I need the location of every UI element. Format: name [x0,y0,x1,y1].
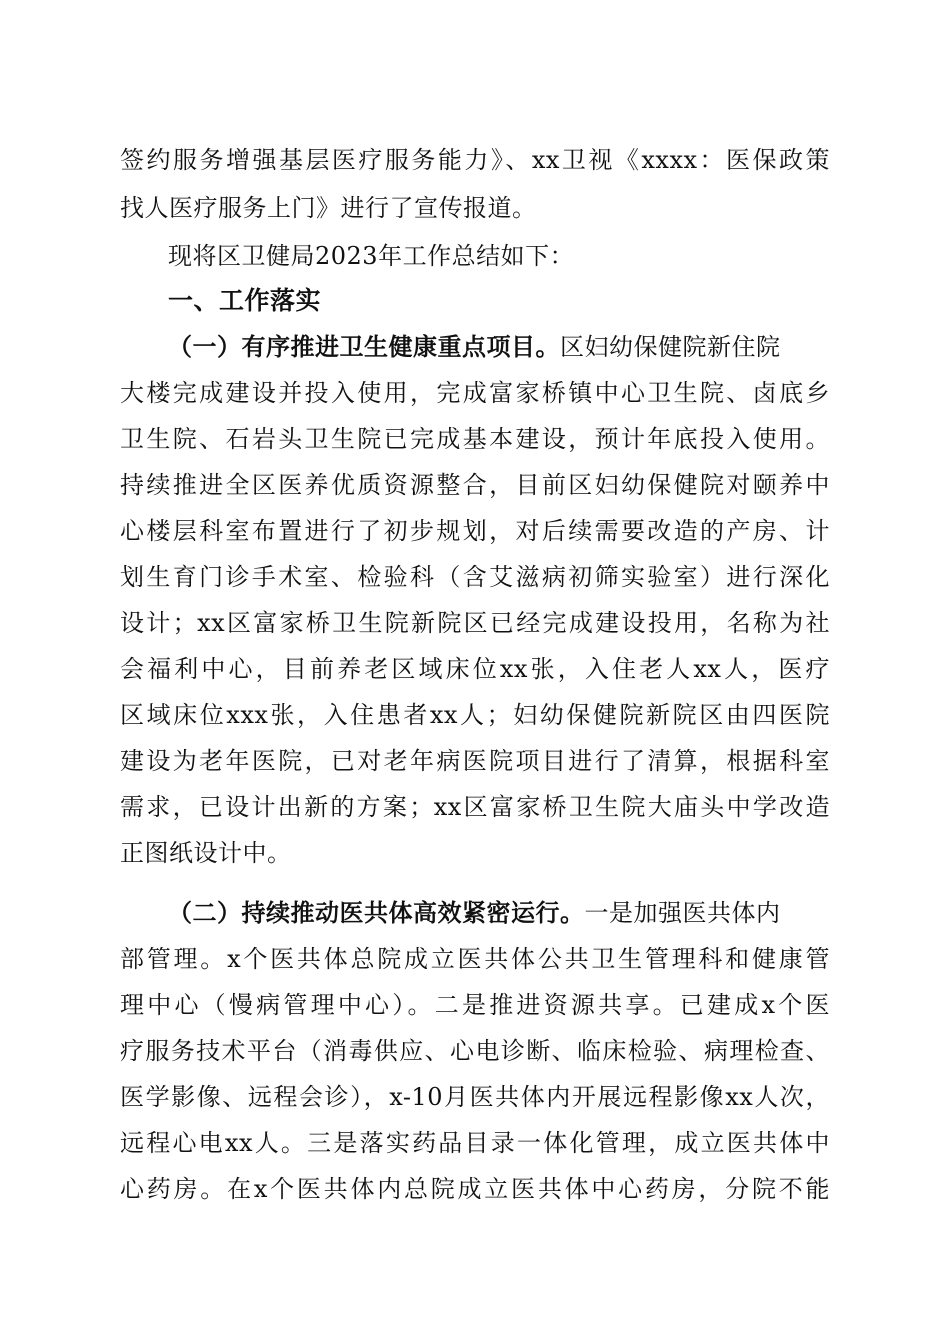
text-line: 需求，已设计出新的方案；xx区富家桥卫生院大庙头中学改造 [120,793,830,821]
text-run: 一是加强医共体内 [584,899,781,927]
paragraph-first-line [168,325,830,369]
text-line: 建设为老年医院，已对老年病医院项目进行了清算，根据科室 [120,747,830,775]
text-line: 正图纸设计中。 [120,839,292,867]
text-run: 区妇幼保健院新住院 [560,333,781,361]
paragraph-first-line [168,891,830,935]
text-line: 远程心电xx人。三是落实药品目录一体化管理，成立医共体中 [120,1129,830,1157]
text-line: 疗服务技术平台（消毒供应、心电诊断、临床检验、病理检查、 [120,1037,830,1065]
text-line: 找人医疗服务上门》进行了宣传报道。 [120,194,537,222]
subsection-heading: （二）持续推动医共体高效紧密运行。 [168,898,585,927]
text-line: 心楼层科室布置进行了初步规划，对后续需要改造的产房、计 [120,517,830,545]
text-line: 会福利中心，目前养老区域床位xx张，入住老人xx人，医疗 [120,655,830,683]
text-line: 设计；xx区富家桥卫生院新院区已经完成建设投用，名称为社 [120,609,830,637]
text-line: 心药房。在x个医共体内总院成立医共体中心药房，分院不能 [120,1175,830,1203]
text-line: 卫生院、石岩头卫生院已完成基本建设，预计年底投入使用。 [120,425,830,453]
text-line: 划生育门诊手术室、检验科（含艾滋病初筛实验室）进行深化 [120,563,830,591]
text-line: 理中心（慢病管理中心）。二是推进资源共享。已建成x个医 [120,991,830,1019]
subsection-heading: （一）有序推进卫生健康重点项目。 [168,332,560,361]
text-line: 持续推进全区医养优质资源整合，目前区妇幼保健院对颐养中 [120,471,830,499]
text-line: 现将区卫健局2023年工作总结如下： [168,242,575,270]
text-line: 部管理。x个医共体总院成立医共体公共卫生管理科和健康管 [120,945,830,973]
text-line: 区域床位xxx张，入住患者xx人；妇幼保健院新院区由四医院 [120,701,830,729]
section-heading: 一、工作落实 [168,286,322,315]
text-line: 大楼完成建设并投入使用，完成富家桥镇中心卫生院、卤底乡 [120,379,830,407]
text-line: 医学影像、远程会诊），x-10月医共体内开展远程影像xx人次， [120,1083,830,1111]
text-line: 签约服务增强基层医疗服务能力》、xx卫视《xxxx：医保政策 [120,146,830,174]
